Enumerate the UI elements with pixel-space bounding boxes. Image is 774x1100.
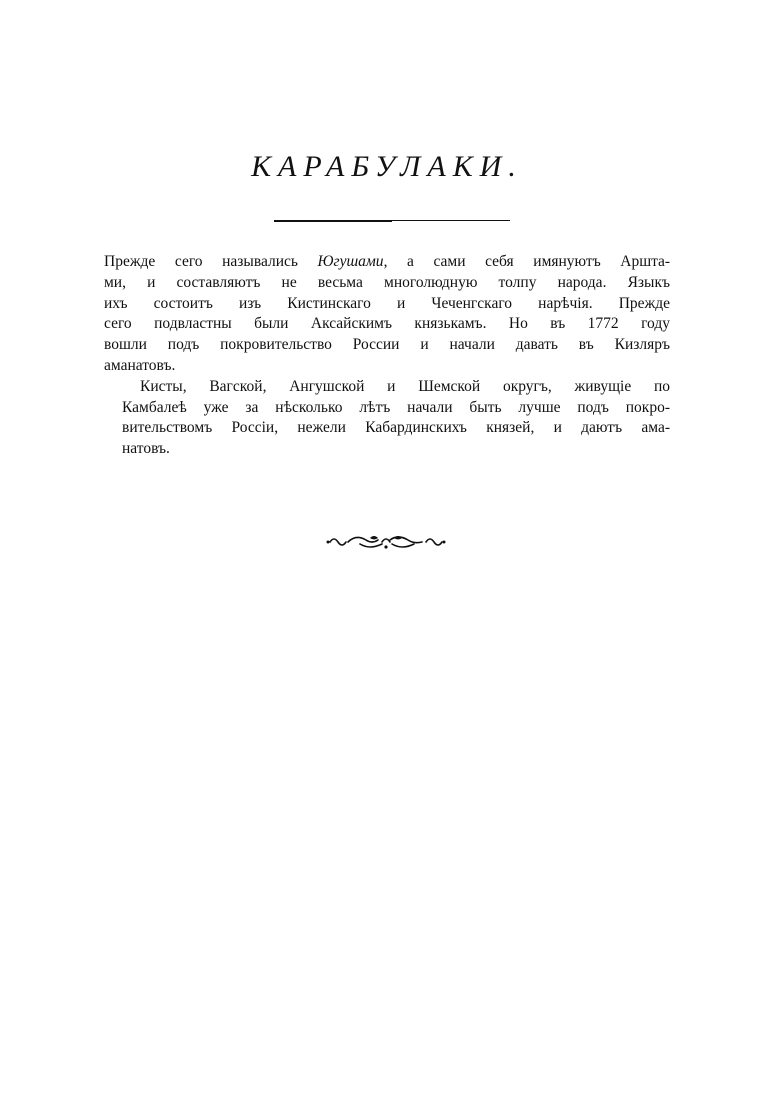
body-text (104, 252, 670, 460)
text-run: , а сами себя имянуютъ Арштa- (383, 253, 670, 270)
fleuron-ornament-icon (326, 530, 446, 554)
paragraph-2 (104, 377, 670, 460)
text-line: вошли подъ покровительство России и начали давать въ Кизляръ (104, 336, 670, 354)
text-line: ми, и составляютъ не весьма многолюдную толпу народа. Языкъ (104, 273, 670, 291)
text-line: аманатовъ. (104, 356, 176, 374)
text-line: натовъ. (122, 440, 170, 458)
italic-term: Югушами (317, 253, 384, 270)
text-line: ихъ состоитъ изъ Кистинскаго и Чеченгскаго нарѣчія. Прежде (104, 294, 670, 312)
text-line: Кисты, Вагской, Ангушской и Шемской округъ, живущіе по (140, 377, 670, 395)
text-line: вительствомъ Россіи, нежели Кабардинскихъ князей, и даютъ ама- (122, 419, 670, 437)
title-rule-right (392, 220, 510, 221)
page-title: КАРАБУЛАКИ. (251, 150, 523, 183)
text-line: Камбалеѣ уже за нѣсколько лѣтъ начали быть лучше подъ покро- (122, 398, 670, 416)
text-line: сего подвластны были Аксайскимъ князькамъ. Но въ 1772 году (104, 315, 670, 333)
paragraph-1 (104, 252, 670, 377)
text-run: Прежде сего назывались (104, 253, 318, 270)
title-rule-left (274, 220, 392, 222)
text-line (104, 252, 670, 273)
